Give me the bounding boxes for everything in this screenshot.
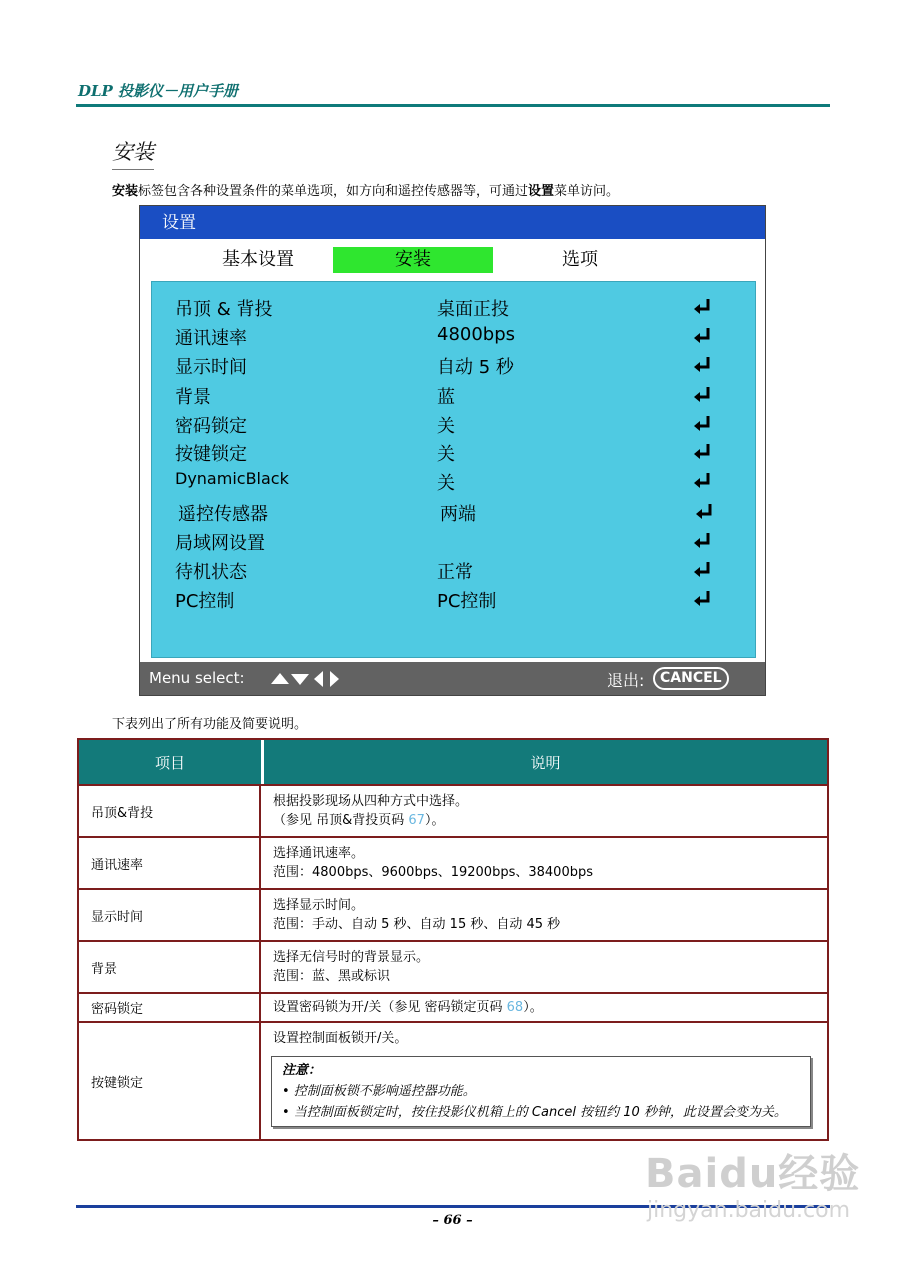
osd-row-ir-sensor[interactable] <box>175 500 745 528</box>
table-cell-item: 密码锁定 <box>79 994 261 1021</box>
watermark-brand: Baidu经验 <box>645 1151 861 1197</box>
description-line: 根据投影现场从四种方式中选择。 <box>273 794 469 809</box>
intro-bold-install: 安装 <box>112 184 139 199</box>
description-line: 选择通讯速率。 <box>273 846 365 861</box>
osd-tab-bar <box>140 239 765 283</box>
osd-settings-panel <box>151 281 756 658</box>
section-title: 安装 <box>112 136 154 166</box>
osd-row-label: PC控制 <box>175 591 235 612</box>
osd-row-display-time[interactable] <box>175 353 745 381</box>
osd-row-value: 两端 <box>440 504 476 525</box>
table-cell-item: 通讯速率 <box>79 838 261 888</box>
enter-icon <box>692 560 714 580</box>
osd-row-label: 待机状态 <box>175 562 247 583</box>
enter-icon <box>692 414 714 434</box>
note-bullet: • 当控制面板锁定时，按住投影仪机箱上的 Cancel 按钮约 10 秒钟，此设置会变为关。 <box>282 1105 787 1120</box>
description-line: 范围：手动、自动 5 秒、自动 15 秒、自动 45 秒 <box>273 917 561 932</box>
section-intro <box>112 180 619 199</box>
table-row <box>79 836 827 888</box>
osd-row-pc-control[interactable] <box>175 587 745 615</box>
osd-row-dynamic-black[interactable] <box>175 469 745 497</box>
osd-exit-label: 退出: <box>607 671 645 690</box>
osd-row-background[interactable] <box>175 383 745 411</box>
osd-row-value: 关 <box>437 444 455 465</box>
intro-text-1: 标签包含各种设置条件的菜单选项，如方向和遥控传感器等，可通过 <box>138 184 529 199</box>
osd-row-label: 显示时间 <box>175 357 247 378</box>
description-line <box>273 998 827 1017</box>
enter-icon <box>692 589 714 609</box>
osd-row-ceiling-rear[interactable] <box>175 295 745 323</box>
osd-row-label: 密码锁定 <box>175 416 247 437</box>
enter-icon <box>694 502 716 522</box>
table-row <box>79 1021 827 1139</box>
osd-row-value: 自动 5 秒 <box>437 357 514 378</box>
enter-icon <box>692 355 714 375</box>
table-cell-item: 吊顶&背投 <box>79 786 261 836</box>
table-intro: 下表列出了所有功能及简要说明。 <box>112 717 308 732</box>
osd-row-value: PC控制 <box>437 591 497 612</box>
navigation-arrows-icon <box>270 670 342 688</box>
osd-menu-screenshot <box>139 205 766 696</box>
osd-row-password-lock[interactable] <box>175 412 745 440</box>
table-header-description: 说明 <box>530 753 561 772</box>
table-cell-description <box>261 1023 827 1139</box>
osd-tab-options[interactable]: 选项 <box>562 249 598 270</box>
description-line: 设置控制面板锁开/关。 <box>273 1031 408 1046</box>
description-line: 范围：4800bps、9600bps、19200bps、38400bps <box>273 865 593 880</box>
osd-row-label: 背景 <box>175 387 211 408</box>
description-text: （参见 吊顶&背投页码 <box>273 813 409 828</box>
enter-icon <box>692 297 714 317</box>
intro-bold-settings: 设置 <box>528 184 555 199</box>
table-row <box>79 784 827 836</box>
osd-row-lan-settings[interactable] <box>175 529 745 557</box>
page-number: – 66 – <box>432 1213 473 1228</box>
table-header-row <box>79 740 827 784</box>
osd-row-label: 局域网设置 <box>175 533 265 554</box>
enter-icon <box>692 471 714 491</box>
osd-row-value: 4800bps <box>437 324 516 345</box>
table-cell-description <box>261 890 827 940</box>
watermark-url: jingyan.baidu.com <box>647 1198 851 1223</box>
table-cell-description <box>261 994 827 1021</box>
osd-tab-install[interactable]: 安装 <box>333 247 493 273</box>
table-header-item: 项目 <box>79 740 264 784</box>
function-table <box>77 738 829 1141</box>
table-row <box>79 992 827 1021</box>
note-title: 注意： <box>282 1063 322 1078</box>
table-cell-description <box>261 942 827 992</box>
osd-menu-select-label: Menu select: <box>149 669 245 687</box>
description-text: 设置密码锁为开/关（参见 密码锁定页码 <box>273 1000 507 1015</box>
cancel-key-icon: CANCEL <box>653 667 729 690</box>
osd-tab-basic[interactable]: 基本设置 <box>222 249 294 270</box>
page-link-67[interactable]: 67 <box>408 813 425 828</box>
description-line: 选择无信号时的背景显示。 <box>273 950 430 965</box>
note-bullet: • 控制面板锁不影响遥控器功能。 <box>282 1084 476 1099</box>
note-box <box>271 1056 811 1127</box>
osd-row-label: 按键锁定 <box>175 444 247 465</box>
osd-row-value: 蓝 <box>437 387 455 408</box>
description-line: 选择显示时间。 <box>273 898 365 913</box>
osd-row-standby-state[interactable] <box>175 558 745 586</box>
osd-title-bar: 设置 <box>140 206 765 239</box>
table-row <box>79 940 827 992</box>
enter-icon <box>692 385 714 405</box>
enter-icon <box>692 531 714 551</box>
table-cell-description <box>261 786 827 836</box>
osd-row-baud-rate[interactable] <box>175 324 745 352</box>
page-link-68[interactable]: 68 <box>506 1000 524 1015</box>
baidu-jingyan-watermark <box>645 1142 861 1223</box>
enter-icon <box>692 442 714 462</box>
osd-footer-bar <box>140 662 765 695</box>
table-cell-item: 按键锁定 <box>79 1023 261 1139</box>
osd-row-label: 通讯速率 <box>175 328 247 349</box>
osd-row-value: 桌面正投 <box>437 299 509 320</box>
table-cell-item: 背景 <box>79 942 261 992</box>
description-text: ）。 <box>424 813 445 828</box>
description-line: 范围：蓝、黑或标识 <box>273 969 391 984</box>
osd-row-value: 关 <box>437 416 455 437</box>
manual-header-title: DLP 投影仪－用户手册 <box>78 82 239 100</box>
osd-row-value: 正常 <box>437 562 473 583</box>
table-cell-description <box>261 838 827 888</box>
table-row <box>79 888 827 940</box>
description-text: ）。 <box>523 1000 543 1015</box>
intro-text-2: 菜单访问。 <box>554 184 620 199</box>
table-cell-item: 显示时间 <box>79 890 261 940</box>
header-divider <box>76 104 830 107</box>
osd-row-label: 遥控传感器 <box>178 504 268 525</box>
enter-icon <box>692 326 714 346</box>
osd-row-value: 关 <box>437 473 455 494</box>
description-line <box>273 811 827 830</box>
osd-row-label: DynamicBlack <box>175 469 289 488</box>
osd-row-label: 吊顶 & 背投 <box>175 299 273 320</box>
osd-row-keypad-lock[interactable] <box>175 440 745 468</box>
